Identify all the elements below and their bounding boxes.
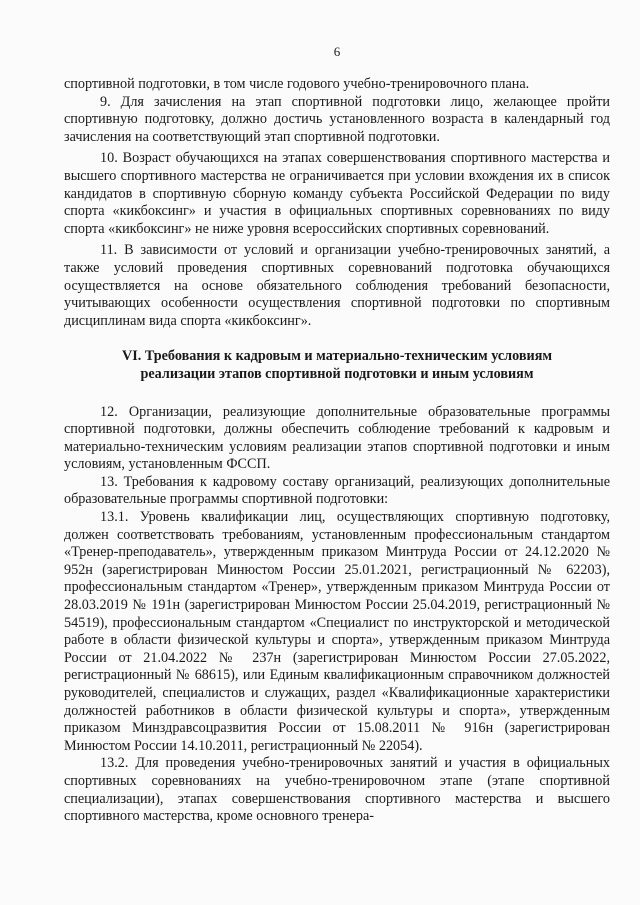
page-number: 6 <box>333 44 341 59</box>
paragraph-13-2: 13.2. Для проведения учебно-тренировочных занятий и участия в официальных спортивных соревнованиях на учебно-тренировочном этапе (этапе спортивной специализации), этапах совершенствования спортивного мастерства и высшего спортивного мастерства, кроме основного тренера- <box>64 755 610 825</box>
paragraph-9: 9. Для зачисления на этап спортивной подготовки лицо, желающее пройти спортивную подготовку, должно достичь установленного возраста в календарный год зачисления на соответствующий этап спортивной подготовки. <box>64 93 610 145</box>
paragraph-13-1: 13.1. Уровень квалификации лиц, осуществляющих спортивную подготовку, должен соответствовать требованиям, установленным профессиональным стандартом «Тренер-преподаватель», утвержденным приказом Минтруда России от 24.12.2020 № 952н (зарегистрирован Минюстом России 25.01.2021, регистрационный № 62203), профессиональным стандартом «Тренер», утвержденным приказом Минтруда России от 28.03.2019 № 191н (зарегистрирован Минюстом России 25.04.2019, регистрационный № 54519), профессиональным стандартом «Специалист по инструкторской и методической работе в области физической культуры и спорта», утвержденным приказом Минтруда России от 21.04.2022 № 237н (зарегистрирован Минюстом России 27.05.2022, регистрационный № 68615), или Единым квалификационным справочником должностей руководителей, специалистов и служащих, раздел «Квалификационные характеристики должностей работников в области физической культуры и спорта», утвержденным приказом Минздравсоцразвития России от 15.08.2011 № 916н (зарегистрирован Минюстом России 14.10.2011, регистрационный № 22054). <box>64 509 610 754</box>
paragraph-13: 13. Требования к кадровому составу организаций, реализующих дополнительные образовательные программы спортивной подготовки: <box>64 473 610 508</box>
paragraph-11: 11. В зависимости от условий и организации учебно-тренировочных занятий, а также условий проведения спортивных соревнований подготовка обучающихся осуществляется на основе обязательного соблюдения требований безопасности, учитывающих особенности осуществления спортивной подготовки по спортивным дисциплинам вида спорта «кикбоксинг». <box>64 242 610 329</box>
paragraph-continuation: спортивной подготовки, в том числе годового учебно-тренировочного плана. <box>64 76 530 92</box>
paragraph-12: 12. Организации, реализующие дополнительные образовательные программы спортивной подготовки, должны обеспечить соблюдение требований к кадровым и материально-техническим условиям реализации этапов спортивной подготовки и иным условиям, установленным ФССП. <box>64 403 610 473</box>
section-heading: VI. Требования к кадровым и материально-техническим условиям реализации этапов спортивной подготовки и иным условиям <box>121 348 553 382</box>
paragraph-10: 10. Возраст обучающихся на этапах совершенствования спортивного мастерства и высшего спортивного мастерства не ограничивается при условии вхождения их в список кандидатов в спортивную сборную команду субъекта Российской Федерации по виду спорта «кикбоксинг» и участия в официальных спортивных соревнованиях по виду спорта «кикбоксинг» не ниже уровня всероссийских спортивных соревнований. <box>64 150 610 237</box>
